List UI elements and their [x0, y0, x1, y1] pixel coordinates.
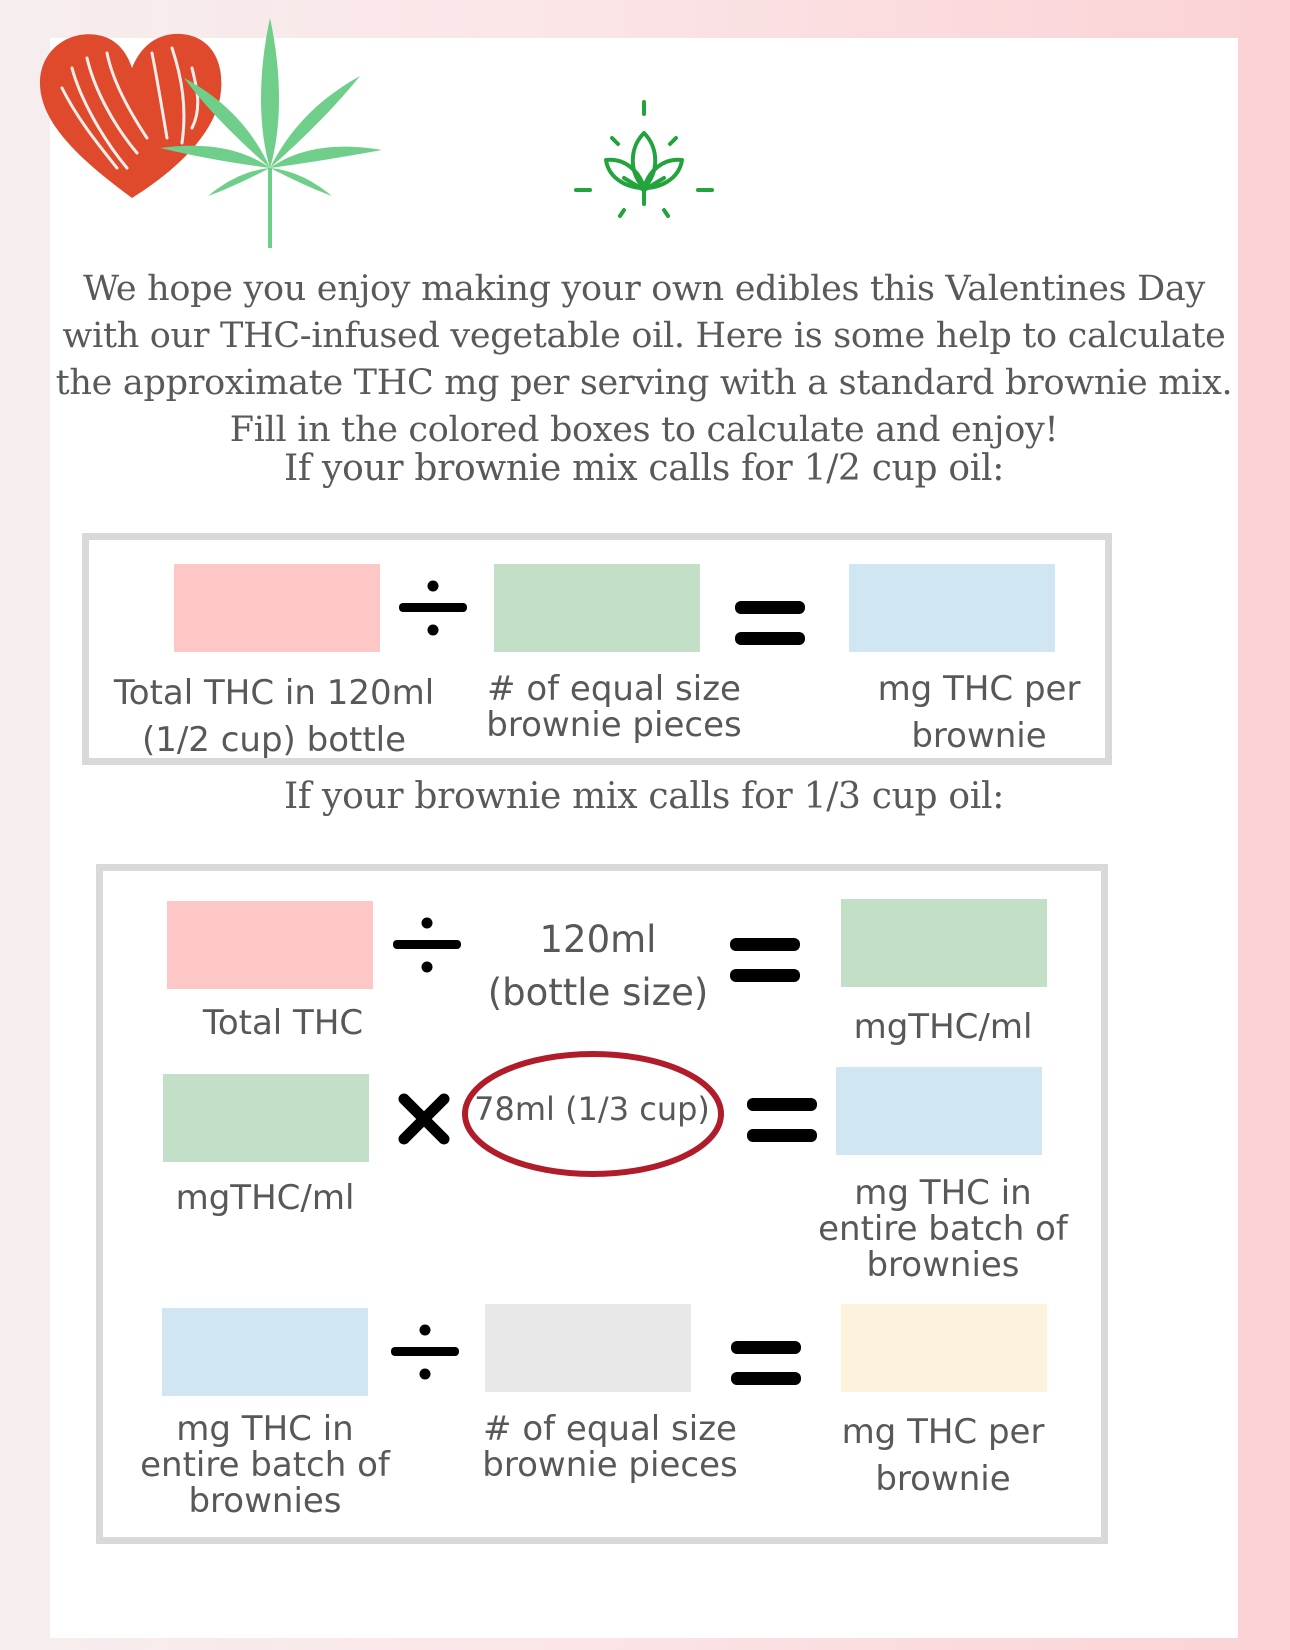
multiply-icon: [397, 1092, 451, 1146]
section-third-panel: [96, 864, 1108, 1544]
label-mg-per-brownie: mg THC per brownie: [877, 669, 1081, 756]
total-thc-box[interactable]: [174, 564, 380, 652]
divide-icon: [391, 1324, 459, 1380]
equals-icon: [730, 938, 800, 982]
mg-thc-batch-box[interactable]: [836, 1067, 1042, 1155]
label-mg-per-brownie-2: mg THC per brownie: [841, 1412, 1045, 1499]
label-mg-thc-batch: mg THC in entire batch of brownies: [818, 1173, 1068, 1285]
equals-icon: [735, 601, 805, 645]
label-mg-thc-batch-2: mg THC in entire batch of brownies: [140, 1409, 390, 1521]
sprout-logo-icon: [574, 98, 714, 223]
intro-text: We hope you enjoy making your own edibles this Valentines Day with our THC-infused vegetable oil. Here is some help to calculate the approximate THC mg per serving with a standard brownie mix. Fill in the colored boxes to calculate and enjoy!: [55, 269, 1233, 450]
label-mgthc-per-ml: mgTHC/ml: [853, 1007, 1033, 1047]
cannabis-leaf-icon: [150, 18, 390, 248]
label-equal-pieces-2: # of equal size brownie pieces: [482, 1409, 738, 1485]
mg-thc-per-ml-box[interactable]: [841, 899, 1047, 987]
equals-icon: [731, 1341, 801, 1385]
mg-thc-batch-box-2[interactable]: [162, 1308, 368, 1396]
oil-amount-text: 78ml (1/3 cup): [474, 1090, 710, 1128]
mg-per-brownie-box-2[interactable]: [841, 1304, 1047, 1392]
label-total-thc-bottle: Total THC in 120ml (1/2 cup) bottle: [113, 673, 435, 760]
section-half-heading: If your brownie mix calls for 1/2 cup oil:: [283, 448, 1005, 489]
mg-thc-per-ml-box-2[interactable]: [163, 1074, 369, 1162]
mg-per-brownie-box[interactable]: [849, 564, 1055, 652]
section-third-heading: If your brownie mix calls for 1/3 cup oil:: [283, 776, 1005, 817]
label-mgthc-per-ml-2: mgTHC/ml: [175, 1178, 355, 1218]
brownie-pieces-box[interactable]: [494, 564, 700, 652]
divide-icon: [393, 917, 461, 973]
brownie-pieces-box-2[interactable]: [485, 1304, 691, 1392]
divide-icon: [399, 580, 467, 636]
label-equal-pieces: # of equal size brownie pieces: [486, 669, 742, 745]
equals-icon: [747, 1098, 817, 1142]
section-half-panel: [82, 533, 1112, 765]
bottle-size-text: 120ml (bottle size): [487, 918, 709, 1014]
flyer-card: [50, 38, 1238, 1638]
label-total-thc: Total THC: [202, 1003, 364, 1043]
total-thc-box[interactable]: [167, 901, 373, 989]
